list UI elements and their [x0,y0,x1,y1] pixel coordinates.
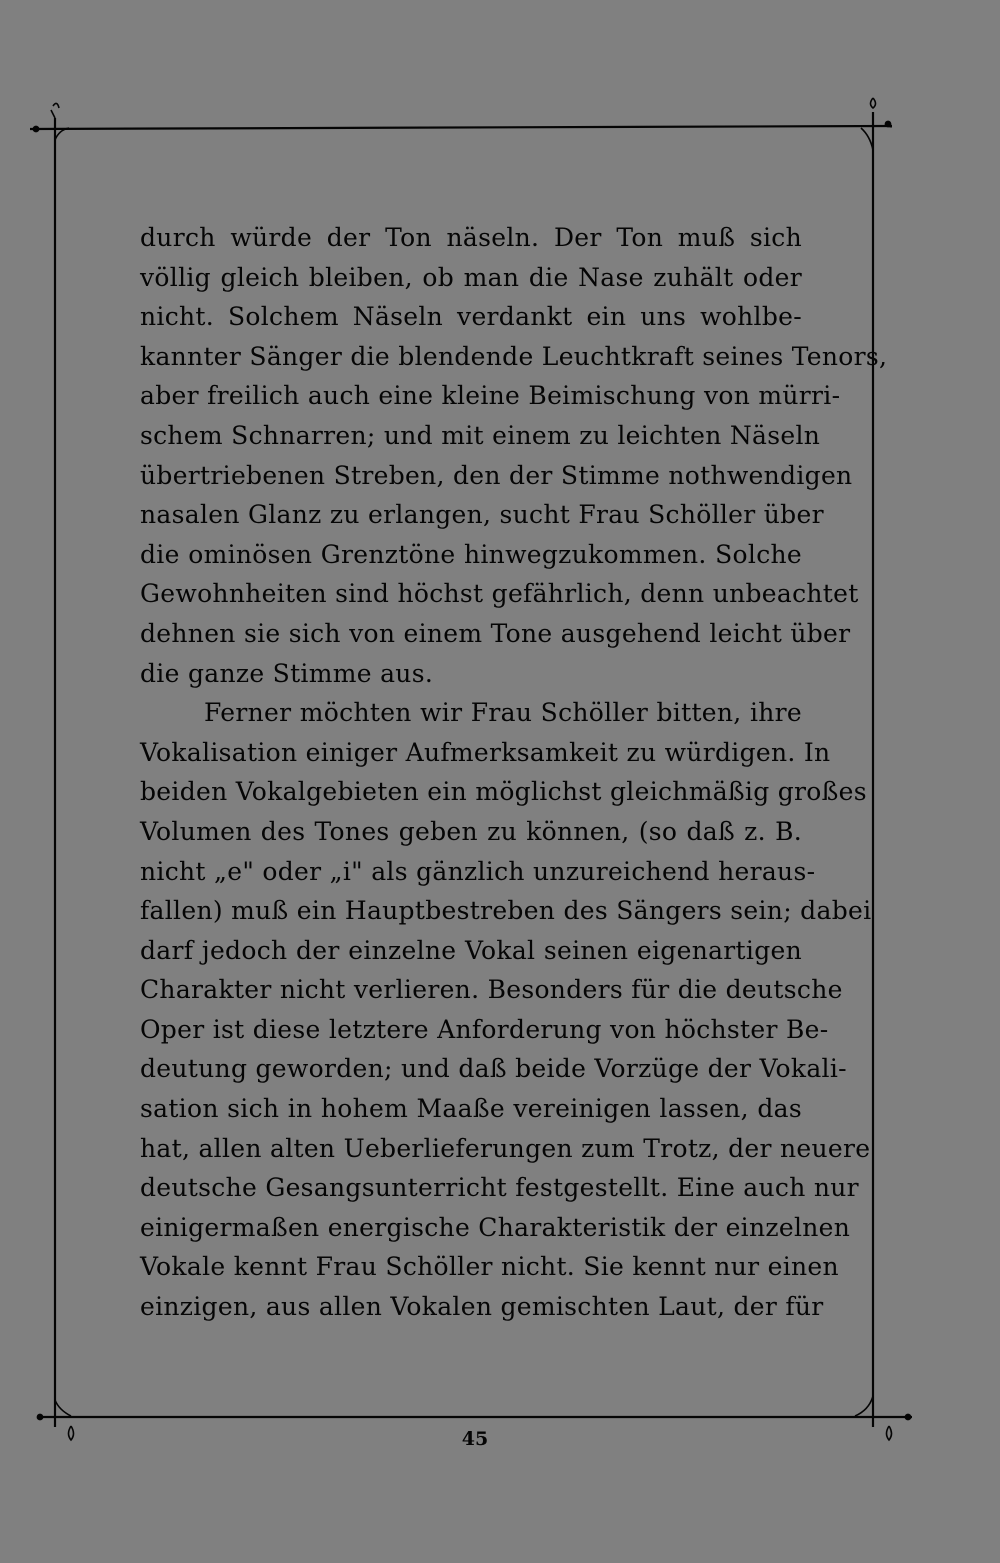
text-line: Oper ist diese letztere Anforderung von höchster Be- [140,1014,829,1044]
text-line: deutung geworden; und daß beide Vorzüge der Vokali- [140,1054,847,1084]
text-line: aber freilich auch eine kleine Beimischung von mürri- [140,381,841,411]
text-line: übertriebenen Streben, den der Stimme nothwendigen [140,460,853,490]
text-line: Volumen des Tones geben zu können, (so daß z. B. [140,816,802,846]
text-line: kannter Sänger die blendende Leuchtkraft seines Tenors, [140,341,888,371]
text-line: völlig gleich bleiben, ob man die Nase zuhält oder [140,262,802,292]
text-line: Ferner möchten wir Frau Schöller bitten, ihre [204,698,802,728]
text-line: Gewohnheiten sind höchst gefährlich, denn unbeachtet [140,579,859,609]
text-line: fallen) muß ein Hauptbestreben des Sängers sein; dabei [140,896,872,926]
text-line: beiden Vokalgebieten ein möglichst gleichmäßig großes [140,777,867,807]
text-line: einigermaßen energische Charakteristik der einzelnen [140,1212,851,1242]
text-line: dehnen sie sich von einem Tone ausgehend leicht über [140,618,851,648]
text-line: Charakter nicht verlieren. Besonders für die deutsche [140,975,843,1005]
top-border-rule [30,126,892,129]
text-line: nicht „e" oder „i" als gänzlich unzureichend heraus- [140,856,816,886]
text-line: darf jedoch der einzelne Vokal seinen eigenartigen [140,935,802,965]
text-line: die ganze Stimme aus. [140,658,434,688]
text-line: durch würde der Ton näseln. Der Ton muß sich [140,223,802,252]
text-line: nicht. Solchem Näseln verdankt ein uns wohlbe- [140,302,802,332]
text-line: deutsche Gesangsunterricht festgestellt. Eine auch nur [140,1173,859,1203]
body-text [140,218,888,1327]
text-line: Vokale kennt Frau Schöller nicht. Sie kennt nur einen [140,1252,839,1282]
text-line: sation sich in hohem Maaße vereinigen lassen, das [140,1094,802,1124]
text-line: Vokalisation einiger Aufmerksamkeit zu würdigen. In [140,737,831,767]
text-line: die ominösen Grenztöne hinwegzukommen. Solche [140,539,802,569]
text-line: hat, allen alten Ueberlieferungen zum Trotz, der neuere [140,1133,871,1163]
text-line: nasalen Glanz zu erlangen, sucht Frau Schöller über [140,500,824,530]
text-line: einzigen, aus allen Vokalen gemischten Laut, der für [140,1292,824,1322]
text-line: schem Schnarren; und mit einem zu leichten Näseln [140,420,821,450]
page-number: 45 [461,1428,489,1450]
